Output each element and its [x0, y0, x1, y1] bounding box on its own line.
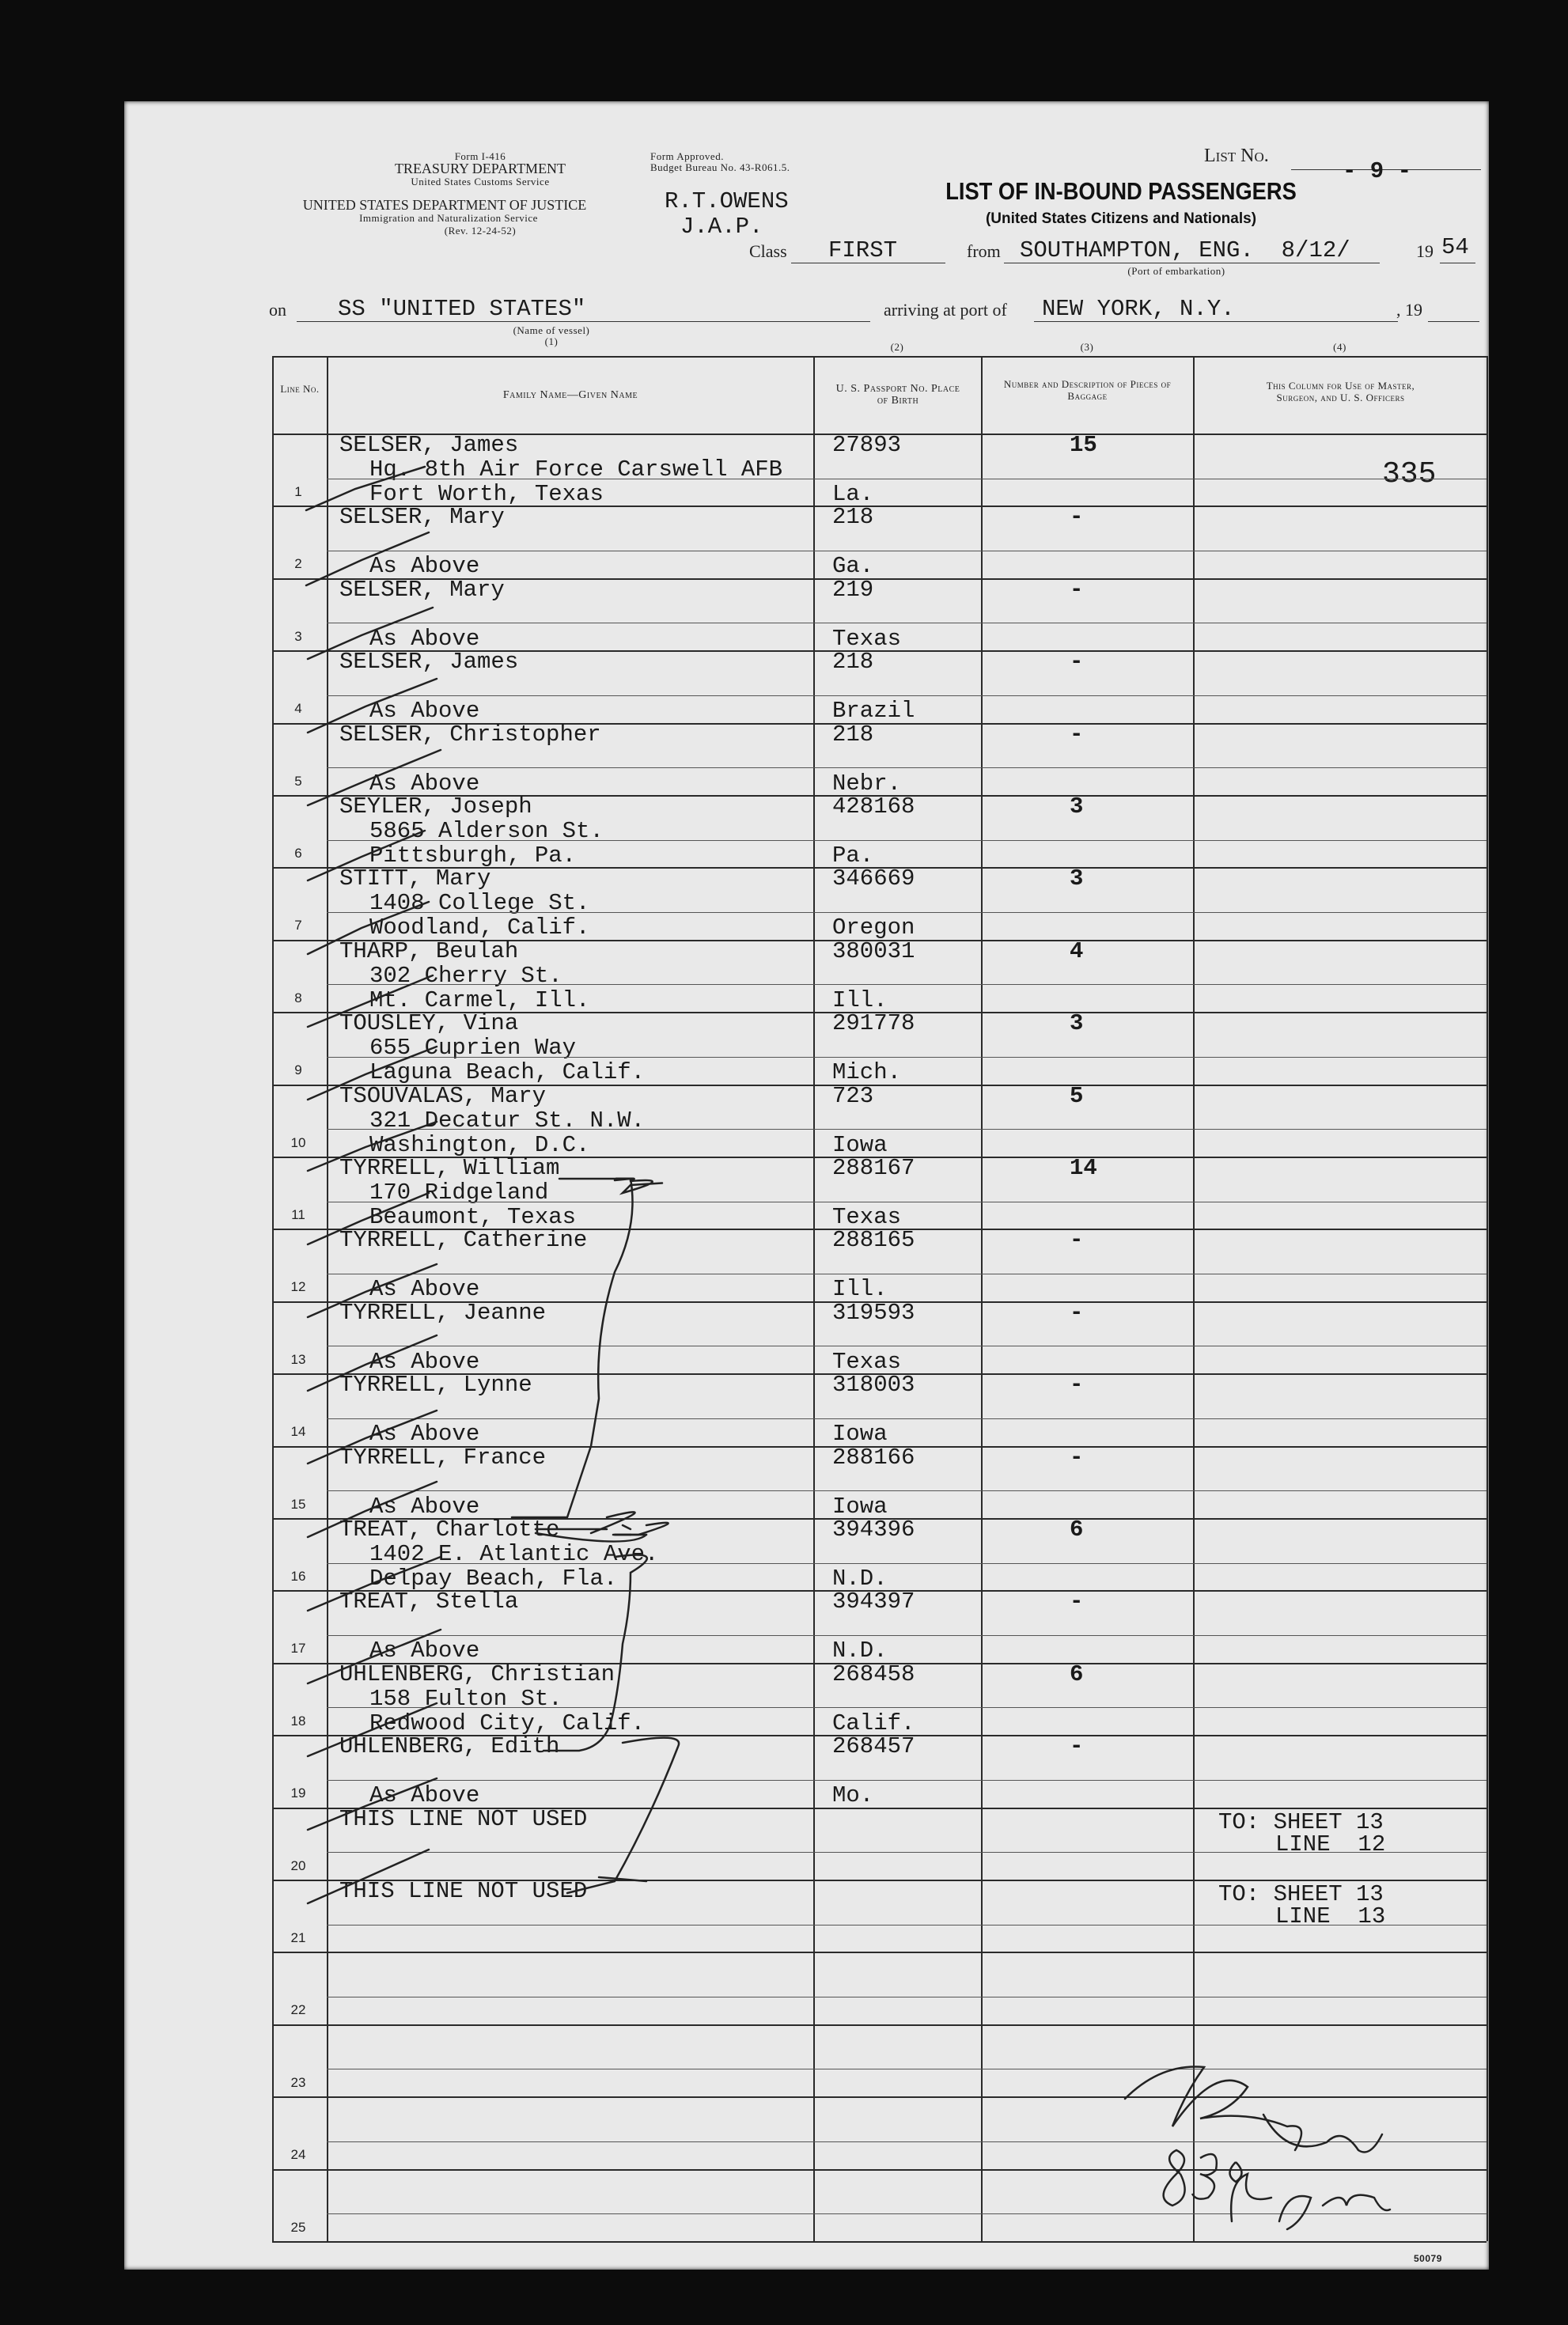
line-number: 14: [290, 1424, 306, 1440]
place-of-birth: Ill.: [832, 986, 888, 1013]
passenger-name: SELSER, James: [339, 432, 519, 458]
row-guide-line: [327, 1707, 1487, 1708]
passport-number: 380031: [832, 937, 915, 964]
line-number: 9: [294, 1062, 302, 1078]
page-title: LIST OF IN-BOUND PASSENGERS: [945, 177, 1297, 205]
place-of-birth: Pa.: [832, 843, 874, 869]
baggage-count: 3: [1070, 793, 1084, 820]
passport-number: 288165: [832, 1227, 915, 1254]
customs-service: United States Customs Service: [411, 176, 550, 187]
line-number: 16: [290, 1569, 306, 1584]
passenger-name: SELSER, Mary: [339, 576, 505, 603]
passenger-name: TSOUVALAS, Mary: [339, 1082, 547, 1109]
baggage-count: -: [1070, 721, 1084, 748]
address-line-2: As Above: [369, 1348, 480, 1375]
row-guide-line: [327, 1490, 1487, 1491]
row-guide-line: [327, 1129, 1487, 1130]
place-of-birth: Mich.: [832, 1059, 902, 1086]
line-number: 8: [294, 990, 302, 1005]
vessel-value: SS "UNITED STATES": [338, 296, 586, 322]
passenger-name: THIS LINE NOT USED: [339, 1805, 588, 1832]
passenger-name: TREAT, Charlotte: [339, 1517, 560, 1543]
place-of-birth: Ill.: [832, 1276, 888, 1303]
passenger-name: TYRRELL, Lynne: [339, 1372, 532, 1399]
col2-num: (2): [890, 341, 904, 353]
passport-number: 27893: [832, 432, 902, 458]
line-number: 4: [294, 701, 302, 717]
address-line-2: As Above: [369, 1782, 480, 1809]
passport-number: 219: [832, 576, 874, 603]
line-number: 5: [294, 773, 302, 789]
baggage-count: 15: [1070, 432, 1097, 458]
year2-prefix: , 19: [1396, 300, 1422, 320]
address-line-2: Beaumont, Texas: [369, 1204, 577, 1230]
address-line-1: 158 Fulton St.: [369, 1685, 562, 1712]
line-number: 19: [290, 1785, 306, 1801]
row-guide-line: [327, 912, 1487, 913]
class-label: Class: [749, 241, 787, 261]
passenger-name: SEYLER, Joseph: [339, 793, 532, 820]
passport-number: 318003: [832, 1372, 915, 1399]
class-value: FIRST: [828, 237, 898, 263]
line-number: 7: [294, 918, 302, 933]
year-value: 54: [1441, 234, 1469, 260]
passenger-name: UHLENBERG, Edith: [339, 1733, 560, 1760]
address-line-2: Pittsburgh, Pa.: [369, 843, 577, 869]
row-guide-line: [327, 1563, 1487, 1564]
owens-stamp: R.T.OWENS: [665, 188, 789, 214]
passport-number: 218: [832, 649, 874, 676]
ins: Immigration and Naturalization Service: [359, 212, 538, 224]
address-line-1: 302 Cherry St.: [369, 962, 562, 989]
passport-number: 723: [832, 1082, 874, 1109]
address-line-2: Woodland, Calif.: [369, 914, 590, 941]
place-of-birth: Texas: [832, 1348, 902, 1375]
passenger-name: SELSER, Mary: [339, 504, 505, 531]
form-approved: Form Approved.: [650, 150, 724, 162]
port-embark-label: (Port of embarkation): [1127, 265, 1225, 277]
passport-number: 288167: [832, 1155, 915, 1181]
arriving-value: NEW YORK, N.Y.: [1042, 296, 1235, 322]
from-label: from: [967, 241, 1001, 261]
line-number: 25: [290, 2219, 306, 2235]
address-line-1: 1408 College St.: [369, 890, 590, 917]
row-guide-line: [327, 840, 1487, 841]
address-line-1: 655 Cuprien Way: [369, 1035, 577, 1062]
row-divider: [272, 2169, 1487, 2171]
row-divider: [272, 2024, 1487, 2026]
passport-number: 268458: [832, 1660, 915, 1687]
header-officers: This Column for Use of Master, Surgeon, and U. S. Officers: [1266, 380, 1415, 403]
address-line-1: 5865 Alderson St.: [369, 818, 604, 844]
address-line-2: As Above: [369, 1276, 480, 1303]
baggage-count: -: [1070, 1227, 1084, 1254]
address-line-2: As Above: [369, 625, 480, 652]
line-number: 1: [294, 484, 302, 499]
passenger-name: THIS LINE NOT USED: [339, 1878, 588, 1904]
line-number: 20: [290, 1857, 306, 1873]
address-line-2: As Above: [369, 1421, 480, 1448]
col4-num: (4): [1333, 341, 1346, 353]
baggage-count: -: [1070, 504, 1084, 531]
passenger-name: THARP, Beulah: [339, 937, 519, 964]
address-line-2: As Above: [369, 698, 480, 725]
row-guide-line: [327, 695, 1487, 696]
passenger-name: TOUSLEY, Vina: [339, 1010, 519, 1037]
place-of-birth: Calif.: [832, 1710, 915, 1736]
address-line-1: 321 Decatur St. N.W.: [369, 1107, 646, 1134]
passport-number: 428168: [832, 793, 915, 820]
passenger-name: TYRRELL, Catherine: [339, 1227, 588, 1254]
line-number: 12: [290, 1279, 306, 1295]
place-of-birth: Iowa: [832, 1493, 888, 1520]
line-number: 6: [294, 846, 302, 861]
place-of-birth: N.D.: [832, 1638, 888, 1664]
passenger-name: TYRRELL, William: [339, 1155, 560, 1181]
baggage-count: -: [1070, 649, 1084, 676]
row-guide-line: [327, 1418, 1487, 1419]
on-label: on: [269, 300, 286, 320]
row-divider: [272, 1952, 1487, 1953]
line-number: 15: [290, 1496, 306, 1512]
handwriting-marks: [124, 101, 1489, 2270]
place-of-birth: Iowa: [832, 1421, 888, 1448]
header-baggage: Number and Description of Pieces of Baggage: [1003, 378, 1172, 402]
line-number: 22: [290, 2002, 306, 2018]
row-guide-line: [327, 2141, 1487, 2142]
passport-number: 346669: [832, 865, 915, 892]
officer-note: TO: SHEET 13: [1218, 1881, 1384, 1907]
baggage-count: -: [1070, 1372, 1084, 1399]
row-guide-line: [327, 1925, 1487, 1926]
budget-bureau: Budget Bureau No. 43-R061.5.: [650, 161, 790, 173]
place-of-birth: Iowa: [832, 1131, 888, 1158]
baggage-count: 3: [1070, 1010, 1084, 1037]
address-line-2: As Above: [369, 1638, 480, 1664]
arriving-label: arriving at port of: [884, 300, 1007, 320]
col3-num: (3): [1080, 341, 1094, 353]
address-line-1: 170 Ridgeland: [369, 1180, 549, 1206]
year-prefix: 19: [1416, 241, 1434, 261]
page-subtitle: (United States Citizens and Nationals): [985, 210, 1257, 227]
place-of-birth: Texas: [832, 625, 902, 652]
officer-note: 335: [1382, 457, 1437, 491]
header-passport: U. S. Passport No. Place of Birth: [835, 383, 960, 407]
line-number: 18: [290, 1713, 306, 1729]
row-divider: [272, 2241, 1487, 2243]
doj: UNITED STATES DEPARTMENT OF JUSTICE: [302, 197, 587, 213]
header-line-no: Line No.: [280, 383, 320, 395]
baggage-count: -: [1070, 1444, 1084, 1471]
address-line-2: As Above: [369, 770, 480, 797]
baggage-count: 14: [1070, 1155, 1097, 1181]
passenger-name: SELSER, Christopher: [339, 721, 601, 748]
baggage-count: -: [1070, 1299, 1084, 1326]
address-line-2: Washington, D.C.: [369, 1131, 590, 1158]
row-guide-line: [327, 984, 1487, 985]
baggage-count: 6: [1070, 1660, 1084, 1687]
form-number: Form I-416: [454, 150, 506, 162]
place-of-birth: Nebr.: [832, 770, 902, 797]
form-number-bottom: 50079: [1414, 2253, 1442, 2264]
place-of-birth: Texas: [832, 1204, 902, 1230]
place-of-birth: La.: [832, 481, 874, 507]
passport-number: 319593: [832, 1299, 915, 1326]
passenger-name: SELSER, James: [339, 649, 519, 676]
place-of-birth: Mo.: [832, 1782, 874, 1809]
list-no-label: List No.: [1204, 146, 1269, 166]
row-guide-line: [327, 767, 1487, 768]
passenger-name: TYRRELL, France: [339, 1444, 547, 1471]
passport-number: 288166: [832, 1444, 915, 1471]
line-number: 2: [294, 556, 302, 572]
baggage-count: -: [1070, 1733, 1084, 1760]
vessel-label: (Name of vessel): [513, 324, 590, 336]
row-guide-line: [327, 1057, 1487, 1058]
address-line-1: 1402 E. Atlantic Ave.: [369, 1541, 659, 1567]
address-line-2: Redwood City, Calif.: [369, 1710, 646, 1736]
passport-number: 218: [832, 721, 874, 748]
address-line-2: Delpay Beach, Fla.: [369, 1566, 618, 1592]
from-value: SOUTHAMPTON, ENG. 8/12/: [1020, 237, 1350, 263]
header-name: Family Name—Given Name: [502, 389, 638, 401]
revision: (Rev. 12-24-52): [444, 225, 517, 237]
address-line-2: As Above: [369, 553, 480, 580]
line-number: 11: [291, 1207, 305, 1222]
passport-number: 218: [832, 504, 874, 531]
passenger-name: TREAT, Stella: [339, 1588, 519, 1615]
place-of-birth: N.D.: [832, 1566, 888, 1592]
baggage-count: 3: [1070, 865, 1084, 892]
officer-note-line: LINE 13: [1275, 1903, 1386, 1929]
line-number: 13: [290, 1351, 306, 1367]
passenger-name: TYRRELL, Jeanne: [339, 1299, 547, 1326]
list-no-value: - 9 -: [1343, 158, 1412, 184]
row-guide-line: [327, 1780, 1487, 1781]
baggage-count: -: [1070, 576, 1084, 603]
baggage-count: 6: [1070, 1517, 1084, 1543]
row-guide-line: [327, 1635, 1487, 1636]
row-guide-line: [327, 2213, 1487, 2214]
place-of-birth: Brazil: [832, 698, 915, 725]
treasury-dept: TREASURY DEPARTMENT: [394, 161, 566, 176]
address-line-2: Mt. Carmel, Ill.: [369, 986, 590, 1013]
passenger-name: STITT, Mary: [339, 865, 491, 892]
row-guide-line: [327, 1852, 1487, 1853]
passport-number: 394396: [832, 1517, 915, 1543]
manifest-page: [124, 101, 1489, 2270]
passport-number: 291778: [832, 1010, 915, 1037]
col1-num: (1): [544, 335, 559, 347]
baggage-count: -: [1070, 1588, 1084, 1615]
address-line-2: As Above: [369, 1493, 480, 1520]
jap-stamp: J.A.P.: [680, 214, 763, 240]
baggage-count: 4: [1070, 937, 1084, 964]
passport-number: 268457: [832, 1733, 915, 1760]
place-of-birth: Ga.: [832, 553, 874, 580]
address-line-2: Fort Worth, Texas: [369, 481, 604, 507]
line-number: 3: [294, 628, 302, 644]
place-of-birth: Oregon: [832, 914, 915, 941]
officer-note: TO: SHEET 13: [1218, 1808, 1384, 1835]
line-number: 21: [290, 1930, 306, 1945]
address-line-1: Hq. 8th Air Force Carswell AFB: [369, 456, 783, 483]
passport-number: 394397: [832, 1588, 915, 1615]
baggage-count: 5: [1070, 1082, 1084, 1109]
line-number: 24: [290, 2147, 306, 2163]
row-divider: [272, 2096, 1487, 2098]
line-number: 17: [290, 1641, 306, 1657]
line-number: 10: [290, 1134, 306, 1150]
line-number: 23: [290, 2074, 306, 2090]
passenger-name: UHLENBERG, Christian: [339, 1660, 615, 1687]
officer-note-line: LINE 12: [1275, 1831, 1386, 1857]
address-line-2: Laguna Beach, Calif.: [369, 1059, 646, 1086]
